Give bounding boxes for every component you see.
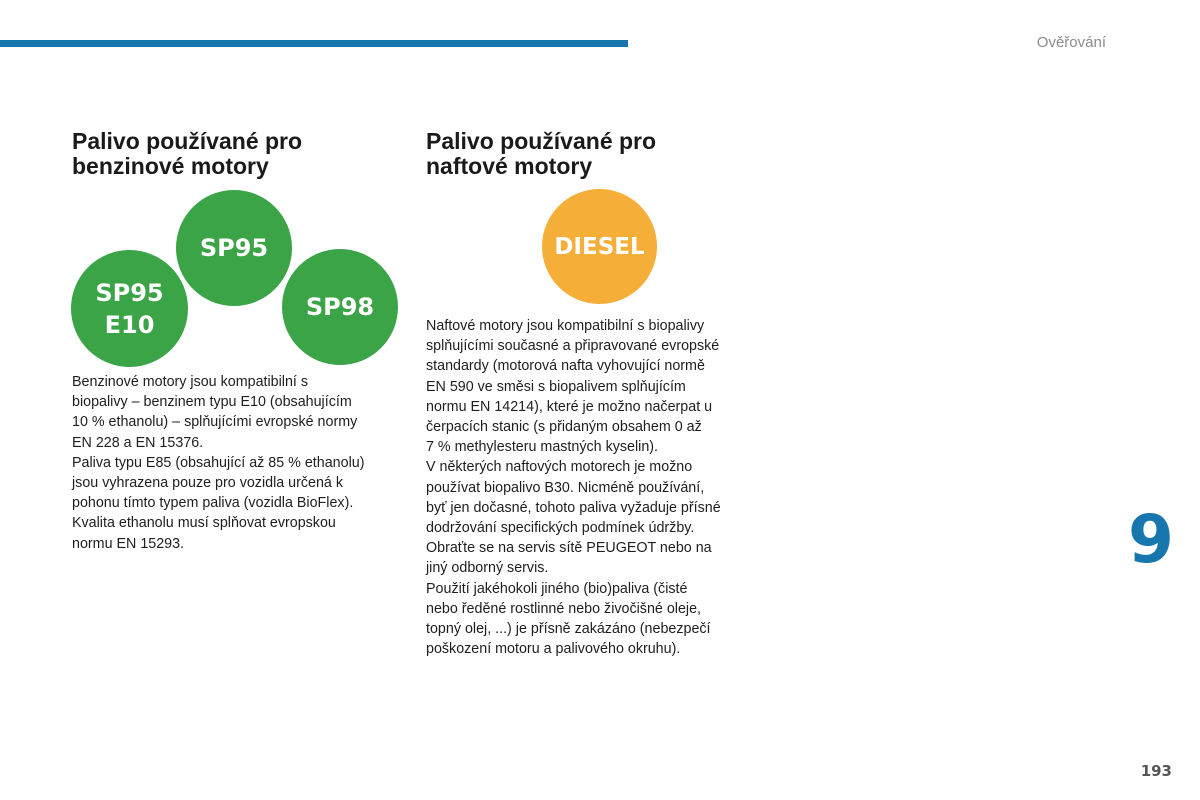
text-line: normu EN 14214), které je možno načerpat u xyxy=(426,398,713,415)
text-line: normu EN 15293. xyxy=(72,535,185,552)
text-line: topný olej, ...) je přísně zakázáno (nebezpečí xyxy=(426,621,711,638)
text-line: Použití jakéhokoli jiného (bio)paliva (čisté xyxy=(426,580,688,597)
petrol-fuel-heading: Palivo používané pro benzinové motory xyxy=(72,128,303,179)
text-line: čerpacích stanic (s přidaným obsahem 0 až xyxy=(426,419,702,436)
sp95-badge-label: SP95 xyxy=(199,234,269,262)
sp95-e10-badge-line2: E10 xyxy=(104,310,155,339)
petrol-fuel-text xyxy=(72,372,402,554)
diesel-badge-label: DIESEL xyxy=(554,233,645,260)
text-line: Naftové motory jsou kompatibilní s biopalivy xyxy=(426,318,705,334)
text-line: používat biopalivo B30. Nicméně používání, xyxy=(426,479,705,496)
sp95-badge xyxy=(176,190,292,306)
text-line: standardy (motorová nafta vyhovující normě xyxy=(426,358,705,375)
text-line: dodržování specifických podmínek údržby. xyxy=(426,520,695,537)
sp98-badge-label: SP98 xyxy=(305,293,375,321)
diesel-fuel-text xyxy=(426,316,766,659)
text-line: jiný odborný servis. xyxy=(426,560,549,577)
sp98-badge xyxy=(282,249,398,365)
page-number: 193 xyxy=(1140,762,1172,780)
text-line: pohonu tímto typem paliva (vozidla BioFlex). xyxy=(72,495,354,512)
text-line: nebo ředěné rostlinné nebo živočišné oleje, xyxy=(426,600,702,617)
sp95-e10-badge-line1: SP95 xyxy=(95,278,164,307)
text-line: EN 590 ve směsi s biopalivem splňujícím xyxy=(426,378,686,395)
text-line: byť jen dočasné, tohoto paliva vyžaduje přísné xyxy=(426,499,721,516)
header-accent-bar xyxy=(0,40,628,47)
section-label: Ověřování xyxy=(1036,34,1106,51)
text-line: splňujícími současné a připravované evropské xyxy=(426,338,720,355)
text-line: Benzinové motory jsou kompatibilní s xyxy=(72,374,309,390)
text-line: Obraťte se na servis sítě PEUGEOT nebo na xyxy=(426,540,712,557)
text-line: 7 % methylesteru mastných kyselin). xyxy=(426,439,659,456)
text-line: 10 % ethanolu) – splňujícími evropské normy xyxy=(72,414,358,431)
sp95-e10-badge xyxy=(71,250,188,367)
text-line: V některých naftových motorech je možno xyxy=(426,459,693,476)
text-line: jsou vyhrazena pouze pro vozidla určená k xyxy=(72,475,344,492)
text-line: EN 228 a EN 15376. xyxy=(72,434,204,451)
text-line: biopalivy – benzinem typu E10 (obsahujícím xyxy=(72,394,352,411)
diesel-fuel-heading: Palivo používané pro naftové motory xyxy=(426,128,657,179)
text-line: Paliva typu E85 (obsahující až 85 % ethanolu) xyxy=(72,454,365,471)
chapter-number: 9 xyxy=(1128,501,1174,578)
text-line: poškození motoru a palivového okruhu). xyxy=(426,641,681,658)
text-line: Kvalita ethanolu musí splňovat evropskou xyxy=(72,515,336,532)
diesel-badge xyxy=(542,189,657,304)
